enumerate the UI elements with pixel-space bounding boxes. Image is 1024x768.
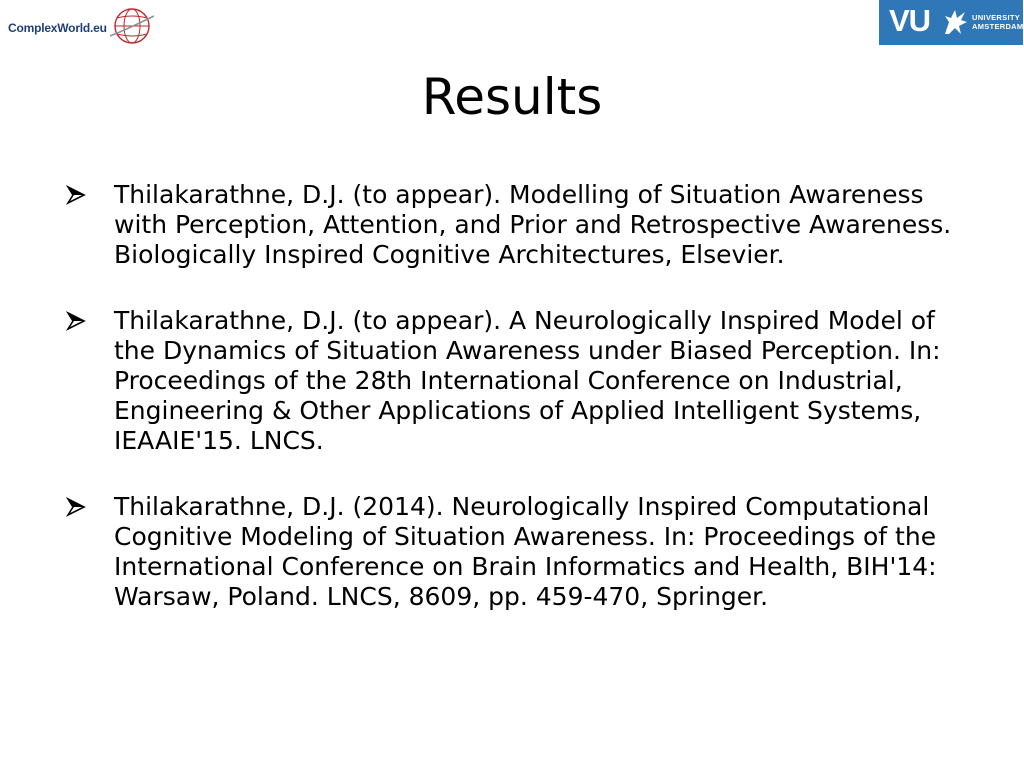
arrow-bullet-icon	[66, 497, 86, 517]
complexworld-logo	[6, 4, 156, 46]
vu-logo-line2: AMSTERDAM	[972, 22, 1024, 31]
reference-item	[62, 306, 982, 456]
reference-list	[62, 180, 982, 648]
vu-logo-wordmark	[972, 13, 1023, 31]
vu-university-logo	[879, 0, 1023, 45]
globe-icon	[110, 6, 154, 46]
reference-text: Thilakarathne, D.J. (to appear). Modelling of Situation Awareness with Perception, Attention, and Prior and Retrospective Awareness. Biologically Inspired Cognitive Architectures, Elsevier.	[114, 180, 952, 269]
complexworld-logo-text: ComplexWorld.eu	[8, 21, 107, 35]
reference-text: Thilakarathne, D.J. (2014). Neurologically Inspired Computational Cognitive Modeling of Situation Awareness. In: Proceedings of the International Conference on Brain Informatics and Health, BIH'14: Warsaw, Poland. LNCS, 8609, pp. 459-470, Springer.	[114, 492, 937, 611]
arrow-bullet-icon	[66, 311, 86, 331]
reference-item	[62, 492, 982, 612]
arrow-bullet-icon	[66, 185, 86, 205]
vu-logo-line1: UNIVERSITY	[972, 13, 1021, 22]
reference-text: Thilakarathne, D.J. (to appear). A Neurologically Inspired Model of the Dynamics of Situation Awareness under Biased Perception. In: Proceedings of the 28th International Conference on Industrial, Engineering & Other Applications of Applied Intelligent Systems, IEAAIE'15. LNCS.	[114, 306, 941, 455]
vu-logo-mark: VU	[889, 3, 931, 38]
griffin-icon	[941, 6, 969, 38]
slide-title: Results	[421, 68, 603, 126]
reference-item	[62, 180, 982, 270]
